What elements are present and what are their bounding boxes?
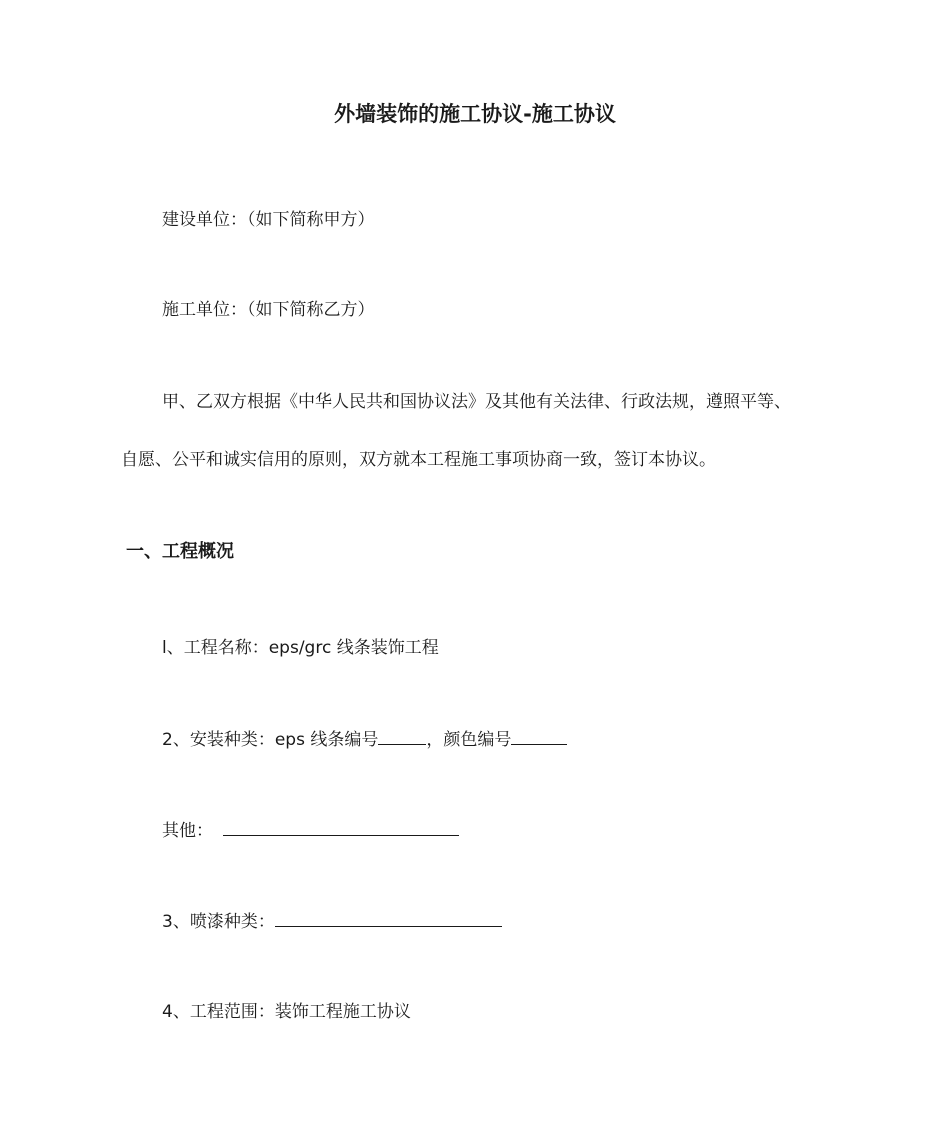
document-title: 外墙装饰的施工协议-施工协议 (334, 102, 616, 126)
color-number-blank[interactable] (511, 727, 567, 745)
item-2-middle: ，颜色编号 (426, 730, 512, 750)
eps-number-blank[interactable] (378, 727, 426, 745)
item-1-project-name: l、工程名称：eps/grc 线条装饰工程 (162, 638, 439, 658)
other-line (162, 818, 459, 843)
section-1-heading: 一、工程概况 (126, 541, 234, 562)
item-4-project-scope: 4、工程范围：装饰工程施工协议 (162, 1002, 411, 1022)
preamble-line-1: 甲、乙双方根据《中华人民共和国协议法》及其他有关法律、行政法规，遵照平等、 (162, 392, 791, 412)
party-b-line: 施工单位：（如下简称乙方） (162, 300, 375, 320)
item-2-install-type (162, 727, 567, 752)
preamble-line-2: 自愿、公平和诚实信用的原则，双方就本工程施工事项协商一致，签订本协议。 (121, 450, 716, 470)
other-label: 其他： (162, 821, 213, 841)
item-3-paint-type (162, 909, 502, 934)
party-a-line: 建设单位：（如下简称甲方） (162, 210, 375, 230)
other-blank[interactable] (223, 818, 459, 836)
item-3-label: 3、喷漆种类： (162, 912, 275, 932)
item-2-prefix: 2、安装种类：eps 线条编号 (162, 730, 379, 750)
paint-type-blank[interactable] (275, 909, 502, 927)
